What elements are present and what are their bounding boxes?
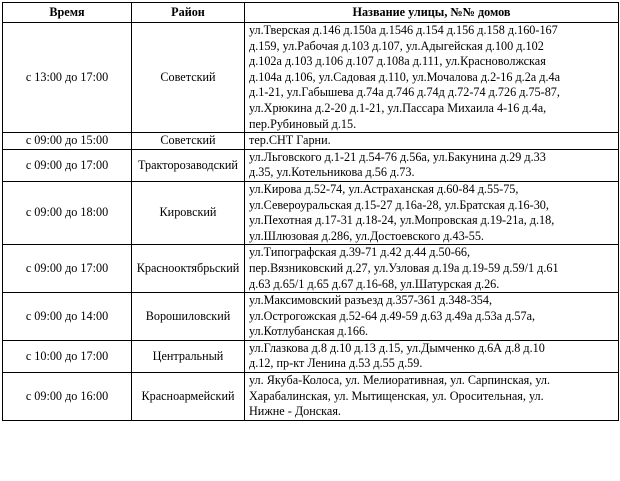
- streets-cell: [245, 373, 619, 421]
- table-row: [3, 340, 619, 372]
- streets-line: ул.Максимовский разъезд д.357-361 д.348-354,: [249, 293, 493, 308]
- streets-line: д.1-21, ул.Габышева д.74а д.746 д.74д д.72-74 д.726 д.75-87,: [249, 85, 560, 100]
- streets-line: тер.СНТ Гарни.: [249, 133, 331, 148]
- district-cell: Центральный: [132, 340, 245, 372]
- streets-line: ул.Острогожская д.52-64 д.49-59 д.63 д.49а д.53а д.57а,: [249, 308, 536, 323]
- streets-cell: [245, 245, 619, 293]
- streets-line: ул.Котлубанская д.166.: [249, 324, 369, 339]
- streets-line: ул.Кирова д.52-74, ул.Астраханская д.60-84 д.55-75,: [249, 181, 519, 196]
- streets-line: д.35, ул.Котельникова д.56 д.73.: [249, 165, 415, 180]
- header-streets: Название улицы, №№ домов: [245, 3, 619, 23]
- district-cell: Красноармейский: [132, 373, 245, 421]
- streets-line: д.63 д.65/1 д.65 д.67 д.16-68, ул.Шатурская д.26.: [249, 276, 500, 291]
- streets-cell: [245, 340, 619, 372]
- time-cell: с 09:00 до 18:00: [3, 181, 132, 244]
- time-cell: с 09:00 до 14:00: [3, 293, 132, 341]
- streets-line: ул.Глазкова д.8 д.10 д.13 д.15, ул.Дымченко д.6А д.8 д.10: [249, 340, 545, 355]
- streets-cell: [245, 293, 619, 341]
- header-district: Район: [132, 3, 245, 23]
- streets-cell: [245, 149, 619, 181]
- streets-line: ул.Североуральская д.15-27 д.16а-28, ул.Братская д.16-30,: [249, 197, 549, 212]
- streets-line: ул. Якуба-Колоса, ул. Мелиоративная, ул. Сарпинская, ул.: [249, 373, 551, 388]
- streets-line: д.104а д.106, ул.Садовая д.110, ул.Мочалова д.2-16 д.2а д.4а: [249, 69, 561, 84]
- outage-schedule-table: [2, 2, 619, 421]
- time-cell: с 13:00 до 17:00: [3, 23, 132, 133]
- streets-line: д.102а д.103 д.106 д.107 д.108а д.111, ул.Красноволжская: [249, 54, 546, 69]
- table-row: [3, 293, 619, 341]
- streets-cell: [245, 133, 619, 150]
- streets-line: пер.Рубиновый д.15.: [249, 116, 357, 131]
- streets-line: ул.Шлюзовая д.286, ул.Достоевского д.43-55.: [249, 228, 484, 243]
- district-cell: Ворошиловский: [132, 293, 245, 341]
- time-cell: с 10:00 до 17:00: [3, 340, 132, 372]
- table-row: [3, 245, 619, 293]
- district-cell: Тракторозаводский: [132, 149, 245, 181]
- streets-cell: [245, 181, 619, 244]
- table-row: [3, 133, 619, 150]
- streets-line: ул.Пехотная д.17-31 д.18-24, ул.Мопровская д.19-21а, д.18,: [249, 213, 555, 228]
- streets-cell: [245, 23, 619, 133]
- time-cell: с 09:00 до 17:00: [3, 245, 132, 293]
- streets-line: ул.Льговского д.1-21 д.54-76 д.56а, ул.Бакунина д.29 д.33: [249, 149, 546, 164]
- streets-line: пер.Вязниковский д.27, ул.Узловая д.19а д.19-59 д.59/1 д.61: [249, 260, 559, 275]
- streets-line: д.159, ул.Рабочая д.103 д.107, ул.Адыгейская д.100 д.102: [249, 38, 544, 53]
- streets-line: Нижне - Донская.: [249, 404, 341, 419]
- table-row: [3, 373, 619, 421]
- streets-line: ул.Хрюкина д.2-20 д.1-21, ул.Пассара Михаила 4-16 д.4а,: [249, 100, 547, 115]
- table-body: [3, 23, 619, 421]
- district-cell: Краснооктябрьский: [132, 245, 245, 293]
- table-header-row: [3, 3, 619, 23]
- district-cell: Советский: [132, 133, 245, 150]
- streets-line: ул.Тверская д.146 д.150а д.1546 д.154 д.156 д.158 д.160-167: [249, 23, 558, 37]
- streets-line: ул.Типографская д.39-71 д.42 д.44 д.50-66,: [249, 245, 470, 260]
- table-row: [3, 23, 619, 133]
- table-row: [3, 149, 619, 181]
- time-cell: с 09:00 до 16:00: [3, 373, 132, 421]
- streets-line: д.12, пр-кт Ленина д.53 д.55 д.59.: [249, 356, 423, 371]
- time-cell: с 09:00 до 15:00: [3, 133, 132, 150]
- header-time: Время: [3, 3, 132, 23]
- time-cell: с 09:00 до 17:00: [3, 149, 132, 181]
- streets-line: Харабалинская, ул. Мытищенская, ул. Оросительная, ул.: [249, 388, 544, 403]
- table-row: [3, 181, 619, 244]
- district-cell: Советский: [132, 23, 245, 133]
- district-cell: Кировский: [132, 181, 245, 244]
